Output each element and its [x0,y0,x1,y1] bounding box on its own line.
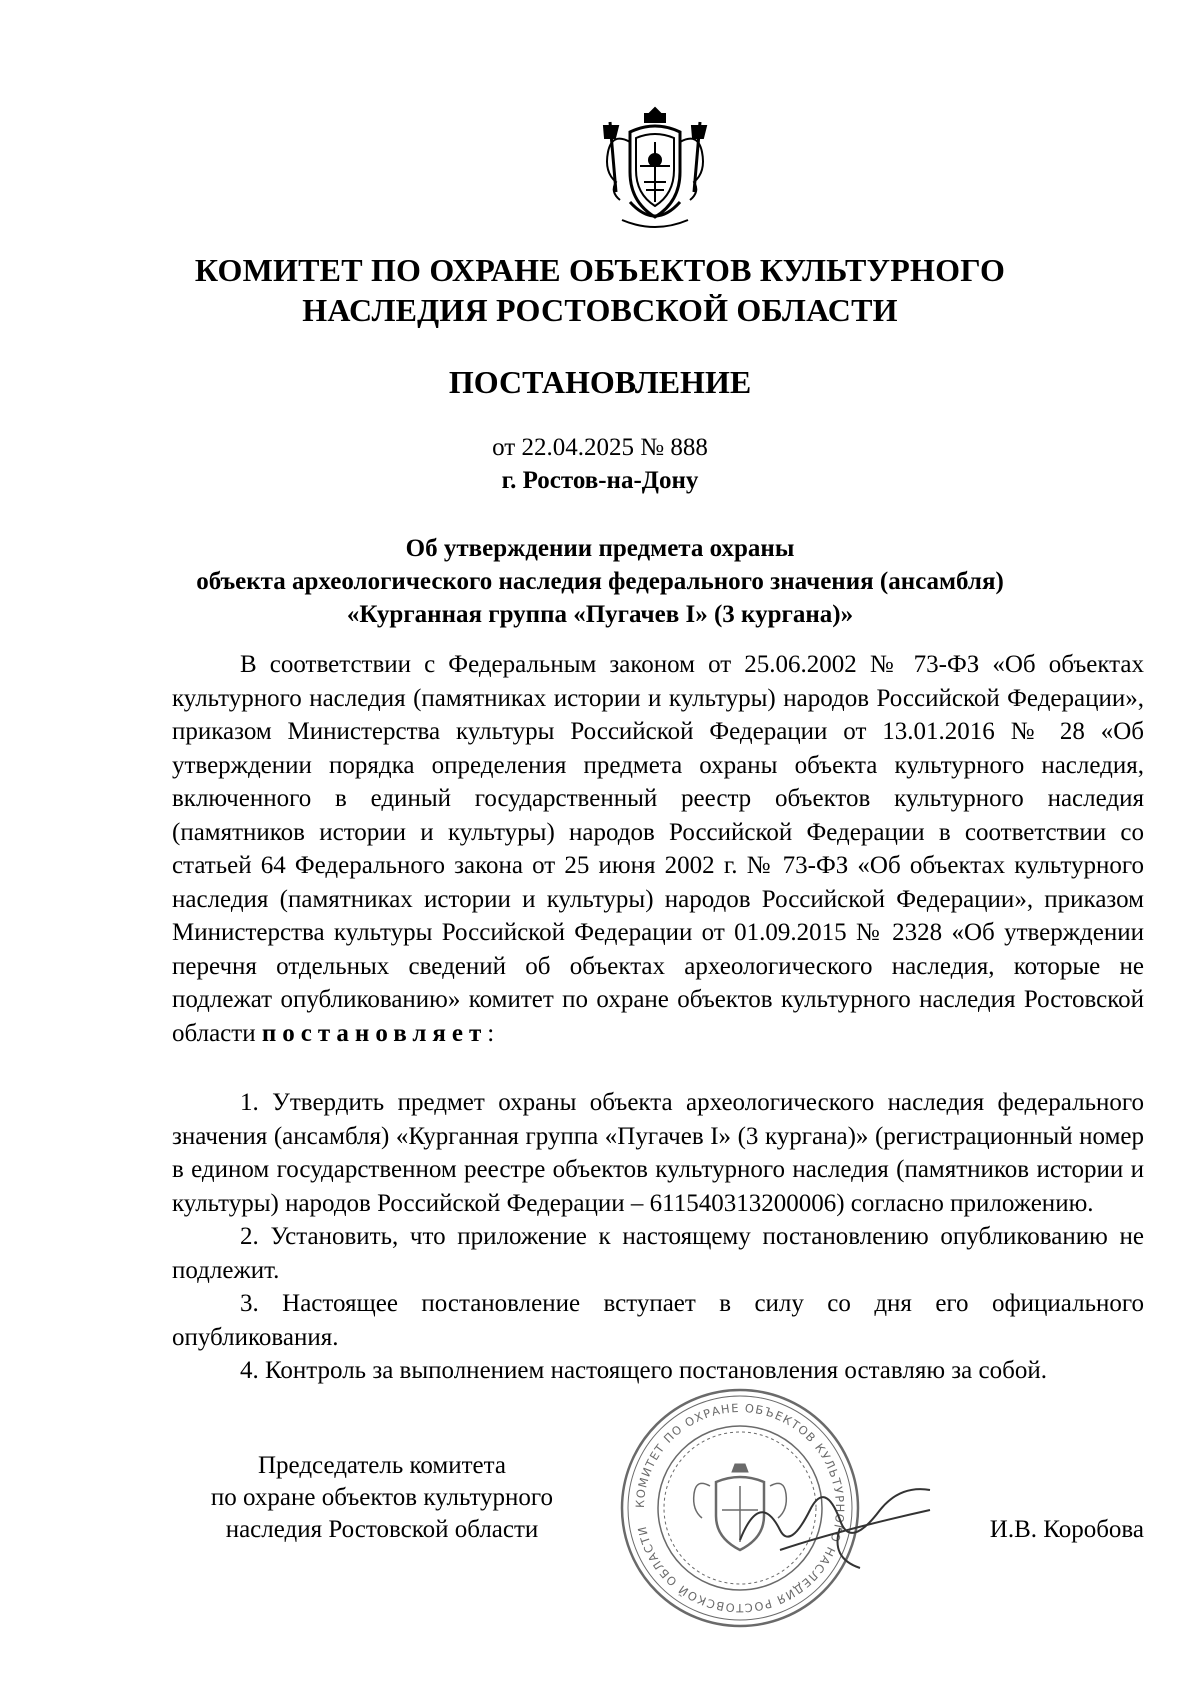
resolution-items [172,1086,1144,1388]
handwritten-signature-icon [720,1470,950,1590]
signatory-name: И.В. Коробова [989,1516,1144,1543]
resolution-item-1: 1. Утвердить предмет охраны объекта археологического наследия федерального значения (ансамбля) «Курганная группа «Пугачев I» (3 кургана)» (регистрационный номер в едином государственном реестре объектов культурного наследия (памятников истории и культуры) народов Российской Федерации – 611540313200006) согласно приложению. [172,1089,1144,1217]
committee-name [0,250,1200,330]
resolution-item-2: 2. Установить, что приложение к настоящему постановлению опубликованию не подлежит. [172,1223,1144,1284]
resolution-item-3: 3. Настоящее постановление вступает в силу со дня его официального опубликования. [172,1290,1144,1351]
title-line-2: объекта археологического наследия федерального значения (ансамбля) [196,568,1004,595]
document-type: ПОСТАНОВЛЕНИЕ [448,364,752,400]
document-city: г. Ростов-на-Дону [501,467,699,494]
title-line-1: Об утверждении предмета охраны [405,535,795,562]
coat-of-arms-icon [600,102,710,234]
committee-line-2: НАСЛЕДИЯ РОСТОВСКОЙ ОБЛАСТИ [302,292,898,328]
document-title [0,532,1200,631]
title-line-3: «Курганная группа «Пугачев I» (3 кургана)» [346,601,854,628]
preamble-colon: : [487,1019,495,1047]
preamble-paragraph [172,648,1144,1050]
preamble-text: В соответствии с Федеральным законом от 25.06.2002 № 73-ФЗ «Об объектах культурного наследия (памятниках истории и культуры) народов Российской Федерации», приказом Министерства культуры Российской Федерации от 13.01.2016 № 28 «Об утверждении порядка определения предмета охраны объекта культурного наследия, включенного в единый государственный реестр объектов культурного наследия (памятников истории и культуры) народов Российской Федерации в соответствии со статьей 64 Федерального закона от 25 июня 2002 г. № 73-ФЗ «Об объектах культурного наследия (памятниках истории и культуры) народов Российской Федерации», приказом Министерства культуры Российской Федерации от 01.09.2015 № 2328 «Об утверждении перечня отдельных сведений об объектах археологического наследия, которые не подлежат опубликованию» комитет по охране объектов культурного наследия Ростовской области [172,651,1144,1047]
resolution-item-4: 4. Контроль за выполнением настоящего постановления оставляю за собой. [240,1357,1047,1384]
position-line-3: наследия Ростовской области [225,1516,539,1543]
document-date-number: от 22.04.2025 № 888 [492,434,708,461]
position-line-1: Председатель комитета [258,1452,506,1479]
preamble [172,648,1144,1050]
signatory-position [172,1450,592,1546]
seal-ring-text: КОМИТЕТ ПО ОХРАНЕ ОБЪЕКТОВ КУЛЬТУРНОГО НАСЛЕДИЯ РОСТОВСКОЙ ОБЛАСТИ [632,1400,848,1616]
position-line-2: по охране объектов культурного [210,1484,554,1511]
resolves-word: постановляет [261,1019,488,1047]
committee-line-1: КОМИТЕТ ПО ОХРАНЕ ОБЪЕКТОВ КУЛЬТУРНОГО [194,252,1006,288]
